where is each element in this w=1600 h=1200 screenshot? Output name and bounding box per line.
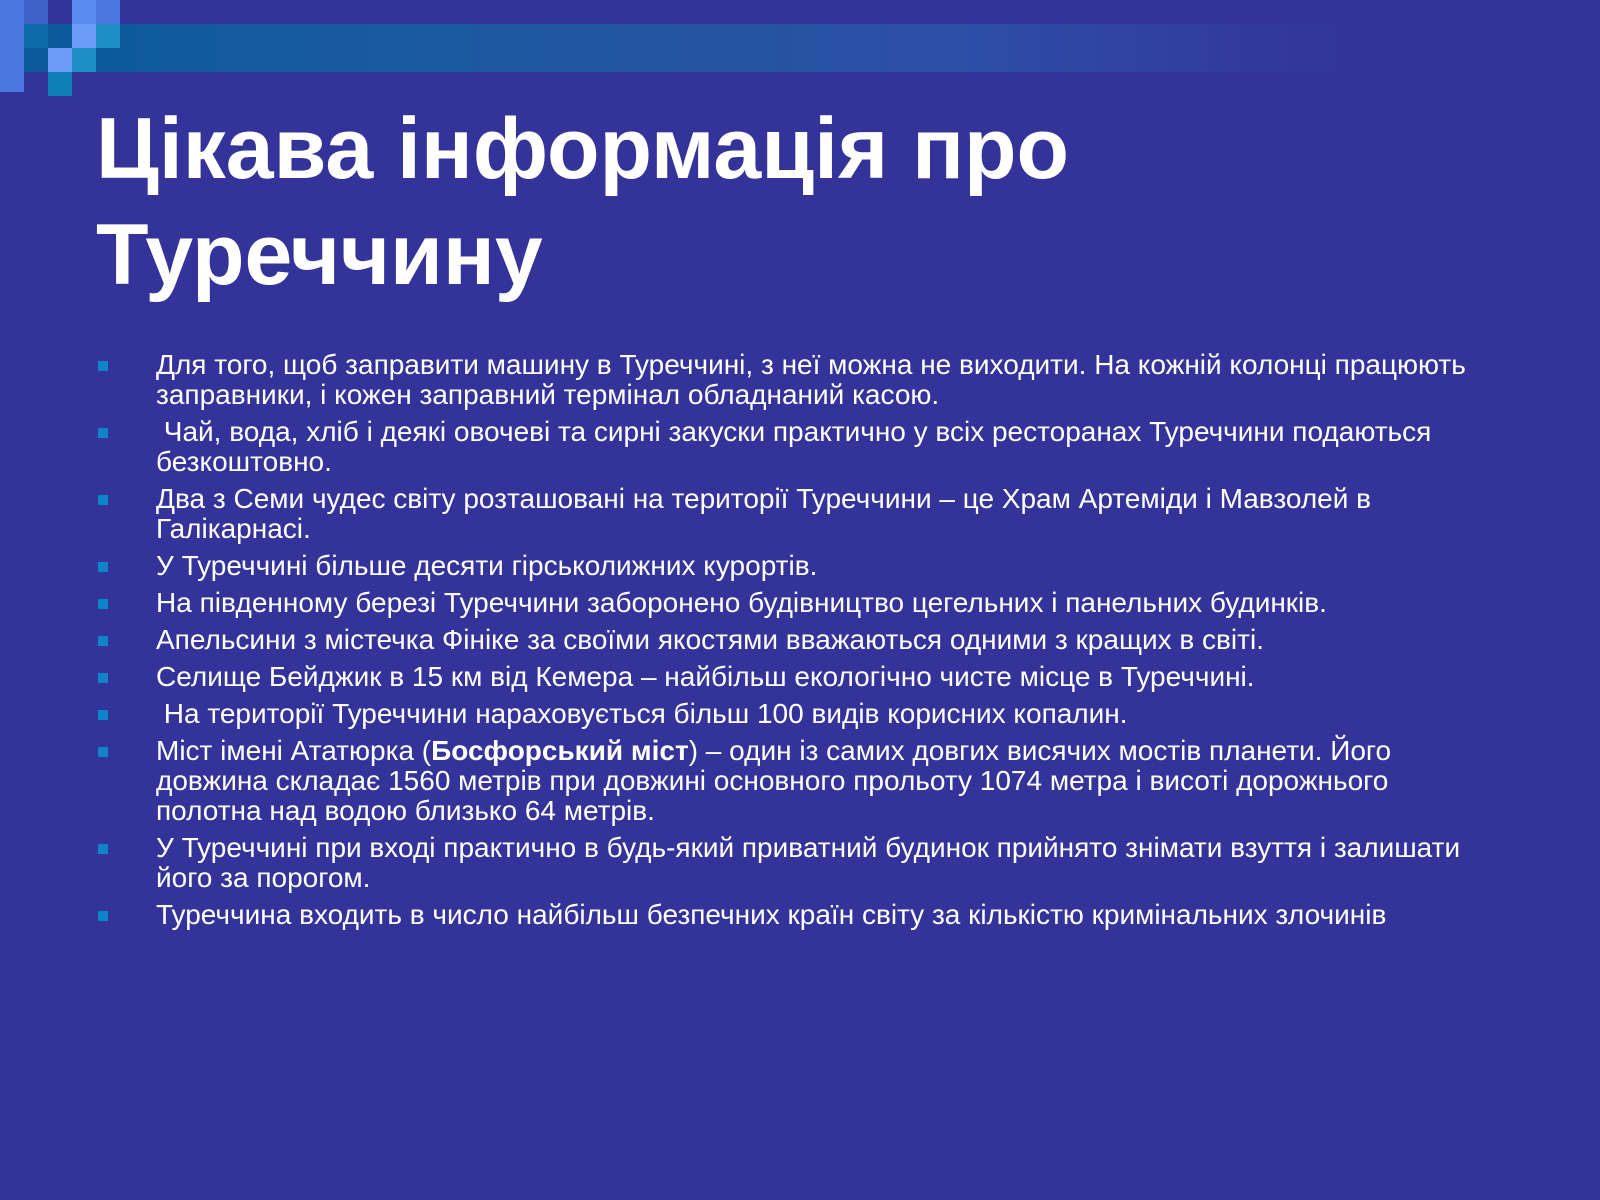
bullet-text-before: Міст імені Ататюрка ( <box>156 735 432 766</box>
decor-square <box>48 48 72 72</box>
list-item <box>96 833 1496 893</box>
square-bullet-icon <box>98 361 108 371</box>
bullet-list <box>96 350 1496 937</box>
title-line-2: Туреччину <box>96 207 543 303</box>
decor-square <box>48 72 72 96</box>
list-item <box>96 588 1496 618</box>
bullet-text: Апельсини з містечка Фініке за своїми якостями вважаються одними з кращих в світі. <box>156 624 1264 655</box>
bullet-text: Селище Бейджик в 15 км від Кемера – найбільш екологічно чисте місце в Туреччині. <box>156 661 1255 692</box>
list-item <box>96 699 1496 729</box>
bullet-text: У Туреччині більше десяти гірськолижних курортів. <box>156 550 818 581</box>
square-bullet-icon <box>98 562 108 572</box>
square-bullet-icon <box>98 673 108 683</box>
list-item <box>96 900 1496 930</box>
list-item <box>96 625 1496 655</box>
decor-square <box>0 0 24 92</box>
square-bullet-icon <box>98 747 108 757</box>
header-gradient-band <box>0 24 1600 72</box>
square-bullet-icon <box>98 428 108 438</box>
list-item <box>96 551 1496 581</box>
bullet-text: Чай, вода, хліб і деякі овочеві та сирні закуски практично у всіх ресторанах Туреччини подаються безкоштовно. <box>156 416 1440 477</box>
bullet-text: На території Туреччини нараховується більш 100 видів корисних копалин. <box>156 698 1128 729</box>
list-item <box>96 350 1496 410</box>
square-bullet-icon <box>98 636 108 646</box>
list-item <box>96 484 1496 544</box>
square-bullet-icon <box>98 710 108 720</box>
decor-square <box>24 0 48 24</box>
bridge-name: Босфорський міст <box>431 735 689 766</box>
bullet-text: Два з Семи чудес світу розташовані на території Туреччини – це Храм Артеміди і Мавзолей в Галікарнасі. <box>156 483 1372 544</box>
decor-square <box>96 24 120 48</box>
bullet-text: У Туреччині при вході практично в будь-який приватний будинок прийнято знімати взуття і залишати його за порогом. <box>156 832 1461 893</box>
list-item <box>96 417 1496 477</box>
bullet-text: Туреччина входить в число найбільш безпечних країн світу за кількістю кримінальних злочинів <box>156 899 1387 930</box>
bullet-text: Для того, щоб заправити машину в Туреччині, з неї можна не виходити. На кожній колонці працюють заправники, і кожен заправний термінал обладнаний касою. <box>156 349 1466 410</box>
list-item <box>96 662 1496 692</box>
decor-square <box>24 24 48 48</box>
square-bullet-icon <box>98 599 108 609</box>
decor-square <box>72 48 96 72</box>
bullet-text-after: ) – один із самих довгих висячих мостів планети. Його довжина складає 1560 метрів при довжині основного прольоту 1074 метра і висоті дорожнього полотна над водою близько 64 метрів. <box>156 735 1392 826</box>
square-bullet-icon <box>98 495 108 505</box>
decor-square <box>72 0 96 24</box>
list-item <box>96 736 1496 826</box>
title-line-1: Цікава інформація про <box>96 101 1070 197</box>
square-bullet-icon <box>98 844 108 854</box>
square-bullet-icon <box>98 911 108 921</box>
slide-title <box>96 96 1496 308</box>
decor-square <box>72 24 96 48</box>
bullet-text: На південному березі Туреччини заборонено будівництво цегельних і панельних будинків. <box>156 587 1327 618</box>
decor-square <box>96 0 120 24</box>
